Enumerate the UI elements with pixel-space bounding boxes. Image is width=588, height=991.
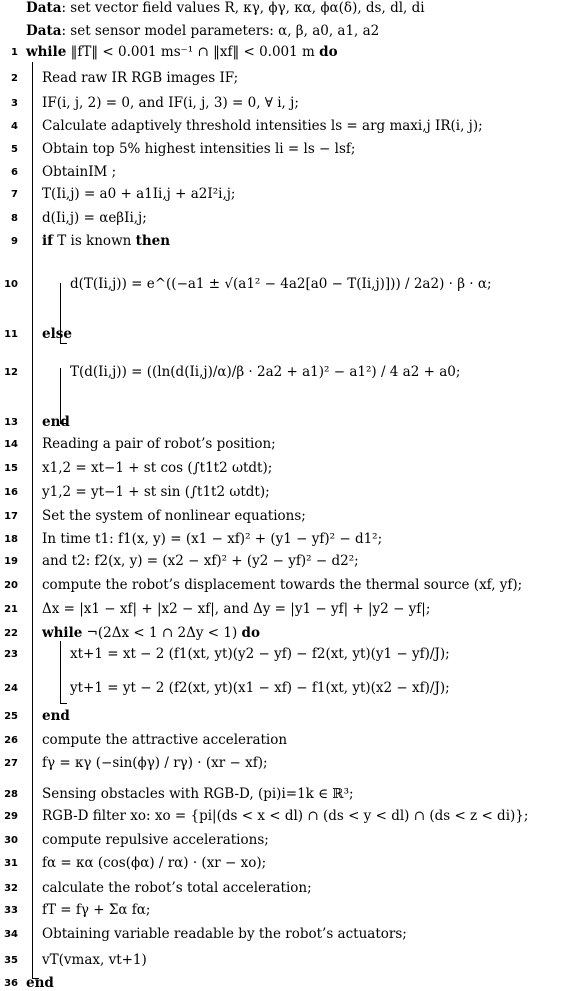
line-number: 18 xyxy=(4,534,18,545)
statement-text: Obtain top 5% highest intensities li = ls − lsf; xyxy=(42,141,356,157)
statement-text: and t2: f2(x, y) = (x2 − xf)² + (y2 − yf)² − d2²; xyxy=(42,553,359,569)
line-number: 33 xyxy=(4,905,18,916)
line-code xyxy=(42,732,287,748)
line-number: 5 xyxy=(11,144,18,155)
data-keyword: Data xyxy=(26,0,62,16)
line-code xyxy=(42,902,150,918)
line-number: 25 xyxy=(4,711,18,722)
statement-text: T(d(Ii,j)) = ((ln(d(Ii,j)/α)/β · 2a2 + a1)² − a1²) / 4 a2 + a0; xyxy=(70,364,461,380)
statement-text: fα = κα (cos(ϕα) / rα) · (xr − xo); xyxy=(42,855,267,871)
line-number: 29 xyxy=(4,811,18,822)
line-number: 28 xyxy=(4,789,18,800)
line-code xyxy=(70,646,450,662)
line-code xyxy=(42,141,355,157)
line-code xyxy=(42,808,528,824)
line-code xyxy=(42,186,235,202)
line-number: 20 xyxy=(4,580,18,591)
statement-text: IF(i, j, 2) = 0, and IF(i, j, 3) = 0, ∀ i, j; xyxy=(42,95,299,111)
line-code xyxy=(42,625,260,641)
data-line-1 xyxy=(26,0,425,16)
statement-text: Reading a pair of robot’s position; xyxy=(42,436,276,452)
line-code xyxy=(42,414,70,430)
line-code xyxy=(42,118,483,134)
line-code xyxy=(42,70,238,86)
line-code xyxy=(42,577,522,593)
line-number: 11 xyxy=(4,329,18,340)
line-code xyxy=(70,364,460,380)
keyword: else xyxy=(42,326,72,342)
line-number: 1 xyxy=(11,47,18,58)
statement-text: Sensing obstacles with RGB-D, (pi)i=1k ∈ ℝ³; xyxy=(42,786,354,802)
line-number: 7 xyxy=(11,189,18,200)
line-number: 16 xyxy=(4,487,18,498)
line-code xyxy=(42,553,359,569)
line-number: 8 xyxy=(11,213,18,224)
line-number: 27 xyxy=(4,758,18,769)
keyword: do xyxy=(319,44,338,60)
line-code xyxy=(42,926,407,942)
keyword: while xyxy=(26,44,67,60)
statement-text: compute the attractive acceleration xyxy=(42,732,288,748)
line-number: 4 xyxy=(11,121,18,132)
line-number: 30 xyxy=(4,835,18,846)
statement-text: ¬(2Δx < 1 ∩ 2Δy < 1) xyxy=(82,625,242,641)
inner-while-bar xyxy=(60,641,61,703)
inner-while-end xyxy=(60,703,67,704)
line-code xyxy=(70,680,450,696)
line-number: 9 xyxy=(11,236,18,247)
line-code xyxy=(42,708,70,724)
statement-text: d(T(Ii,j)) = e^((−a1 ± √(a1² − 4a2[a0 − T(Ii,j)])) / 2a2) · β · α; xyxy=(70,276,492,292)
statement-text: RGB-D filter xo: xo = {pi|(ds < x < dl) ∩ (ds < y < dl) ∩ (ds < z < di)}; xyxy=(42,808,529,824)
statement-text: fγ = κγ (−sin(ϕγ) / rγ) · (xr − xf); xyxy=(42,755,268,771)
line-number: 36 xyxy=(4,978,18,989)
line-code xyxy=(42,326,72,342)
line-code xyxy=(42,164,116,180)
line-code xyxy=(42,484,270,500)
line-code xyxy=(42,832,269,848)
line-number: 14 xyxy=(4,439,18,450)
statement-text: yt+1 = yt − 2 (f2(xt, yt)(x1 − xf) − f1(xt, yt)(x2 − xf)/J); xyxy=(70,680,450,696)
line-number: 15 xyxy=(4,463,18,474)
keyword: end xyxy=(26,975,54,991)
line-number: 35 xyxy=(4,955,18,966)
statement-text: T(Ii,j) = a0 + a1Ii,j + a2I²i,j; xyxy=(42,186,236,202)
statement-text: vT(vmax, vt+1) xyxy=(42,952,147,968)
keyword: end xyxy=(42,708,70,724)
line-number: 26 xyxy=(4,735,18,746)
line-number: 2 xyxy=(11,73,18,84)
line-number: 34 xyxy=(4,929,18,940)
statement-text: x1,2 = xt−1 + st cos (∫t1t2 ωtdt); xyxy=(42,460,273,476)
data-keyword: Data xyxy=(26,23,62,39)
keyword: end xyxy=(42,414,70,430)
statement-text: compute the robot’s displacement towards the thermal source (xf, yf); xyxy=(42,577,523,593)
line-number: 23 xyxy=(4,649,18,660)
statement-text: ‖fT‖ < 0.001 ms⁻¹ ∩ ‖xf‖ < 0.001 m xyxy=(66,44,320,60)
statement-text: In time t1: f1(x, y) = (x1 − xf)² + (y1 − yf)² − d1²; xyxy=(42,531,383,547)
line-number: 19 xyxy=(4,556,18,567)
statement-text: Read raw IR RGB images IF; xyxy=(42,70,239,86)
line-number: 12 xyxy=(4,367,18,378)
line-code xyxy=(70,276,492,292)
line-number: 22 xyxy=(4,628,18,639)
line-code xyxy=(42,855,266,871)
line-code xyxy=(42,880,312,896)
line-number: 31 xyxy=(4,858,18,869)
line-code xyxy=(42,460,272,476)
if-block-end xyxy=(60,343,67,344)
statement-text: Obtaining variable readable by the robot’s actuators; xyxy=(42,926,407,942)
line-number: 13 xyxy=(4,417,18,428)
statement-text: xt+1 = xt − 2 (f1(xt, yt)(y2 − yf) − f2(xt, yt)(y1 − yf)/J); xyxy=(70,646,450,662)
statement-text: compute repulsive accelerations; xyxy=(42,832,269,848)
line-code xyxy=(42,95,299,111)
line-code xyxy=(42,210,147,226)
statement-text: y1,2 = yt−1 + st sin (∫t1t2 ωtdt); xyxy=(42,484,270,500)
statement-text: calculate the robot’s total acceleration; xyxy=(42,880,312,896)
statement-text: T is known xyxy=(52,233,136,249)
line-number: 24 xyxy=(4,683,18,694)
line-number: 21 xyxy=(4,604,18,615)
line-number: 6 xyxy=(11,167,18,178)
line-number: 17 xyxy=(4,511,18,522)
line-code xyxy=(42,755,268,771)
statement-text: Δx = |x1 − xf| + |x2 − xf|, and Δy = |y1 − yf| + |y2 − yf|; xyxy=(42,601,431,617)
statement-text: ObtainIM ; xyxy=(42,164,117,180)
line-code xyxy=(42,601,430,617)
data-text: : set sensor model parameters: α, β, a0, a1, a2 xyxy=(61,23,380,39)
statement-text: Set the system of nonlinear equations; xyxy=(42,508,306,524)
statement-text: d(Ii,j) = αeβIi,j; xyxy=(42,210,147,226)
data-line-2 xyxy=(26,23,379,39)
line-code xyxy=(42,233,170,249)
line-code xyxy=(42,952,147,968)
keyword: if xyxy=(42,233,53,249)
line-code xyxy=(42,531,382,547)
line-number: 10 xyxy=(4,279,18,290)
statement-text: Calculate adaptively threshold intensities ls = arg maxi,j IR(i, j); xyxy=(42,118,483,134)
data-text: : set vector field values R, κγ, ϕγ, κα, ϕα(δ), ds, dl, di xyxy=(61,0,425,16)
keyword: then xyxy=(135,233,171,249)
line-code xyxy=(26,44,338,60)
statement-text: fT = fγ + Σα fα; xyxy=(42,902,151,918)
line-code xyxy=(42,786,354,802)
keyword: while xyxy=(42,625,83,641)
line-number: 3 xyxy=(11,98,18,109)
line-code xyxy=(42,436,276,452)
while-block-bar xyxy=(32,62,33,978)
line-code xyxy=(42,508,306,524)
keyword: do xyxy=(241,625,260,641)
line-number: 32 xyxy=(4,883,18,894)
